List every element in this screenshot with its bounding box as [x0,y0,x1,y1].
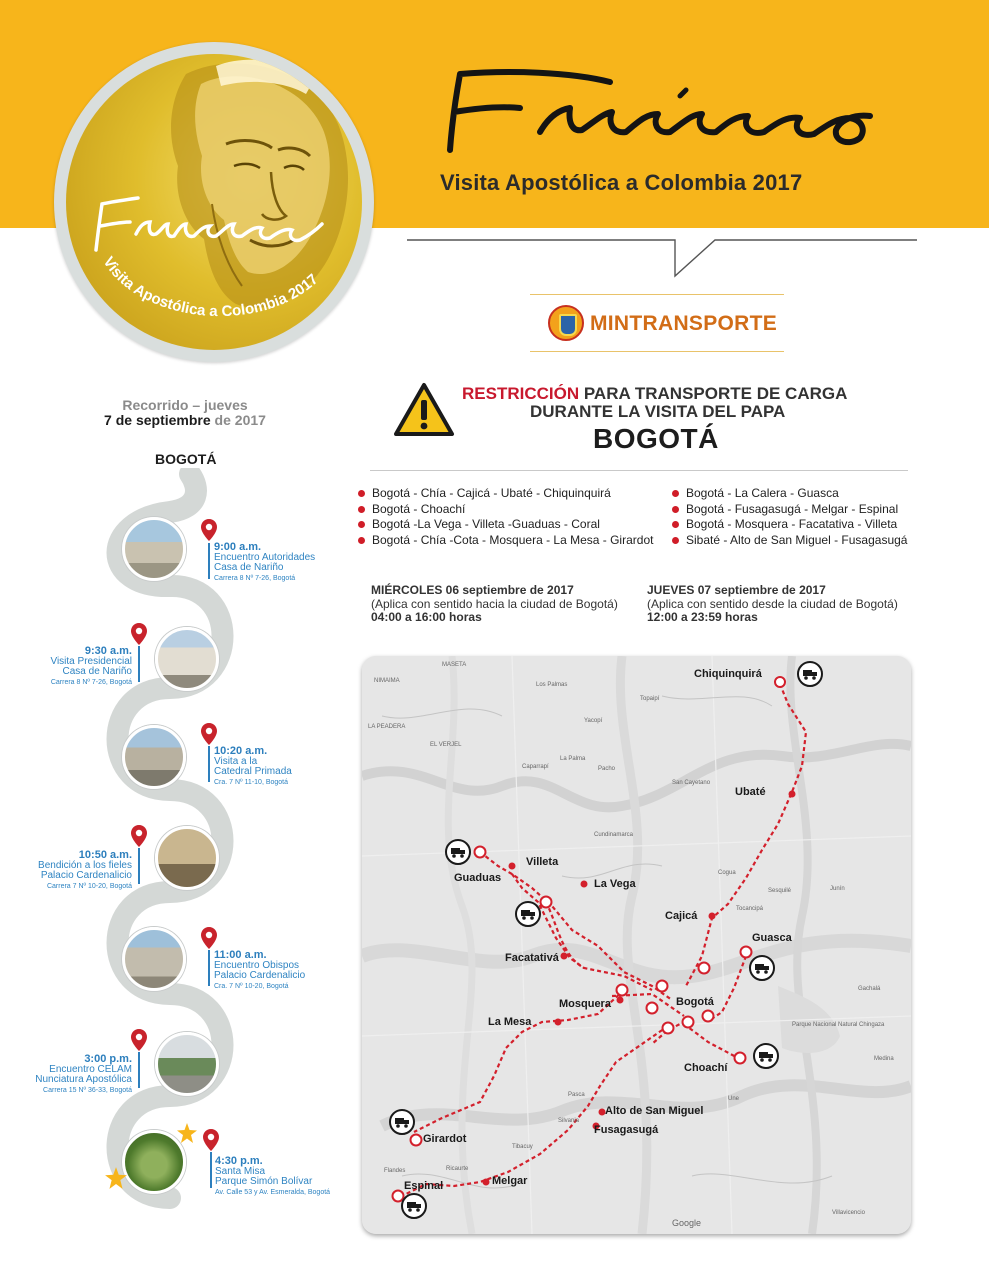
map-label-chiquinquira: Chiquinquirá [694,668,762,680]
event-line [138,848,140,884]
coat-of-arms-icon [548,305,584,341]
event-address: Cra. 7 Nº 10-20, Bogotá [214,982,289,990]
map-small-label: EL VERJEL [430,742,462,748]
schedule-note: (Aplica con sentido desde la ciudad de Bogotá) [647,596,898,611]
svg-text:Visita Apostólica a Colombia 2 [99,254,321,320]
event-line [138,1052,140,1088]
brand-subtitle: Visita Apostólica a Colombia 2017 [440,170,803,195]
event-2 [20,646,132,687]
schedule-day: MIÉRCOLES 06 septiembre de 2017 [371,583,574,597]
divider [370,470,908,471]
map-small-label: Une [728,1096,740,1102]
map-small-label: Los Palmas [536,682,568,688]
location-pin-icon [202,1128,220,1152]
map-small-label: Topaipí [640,696,660,702]
event-line-1: Visita a la [214,755,258,767]
map-small-label: Parque Nacional Natural Chingaza [792,1022,885,1028]
brand-script-title [430,60,900,160]
event-photo-obispos [122,927,186,991]
event-line-1: Bendición a los fieles [38,859,132,871]
map-label-bogota: Bogotá [676,996,714,1008]
event-line-1: Santa Misa [215,1165,266,1177]
route-item: Bogotá - Choachí [356,502,653,518]
event-time: 9:30 a.m. [84,645,132,657]
map-label-fusagasuga: Fusagasugá [594,1124,659,1136]
tour-city: BOGOTÁ [155,451,217,467]
event-photo-cathedral [122,725,186,789]
restriction-line-1 [462,384,902,404]
schedule-note: (Aplica con sentido hacia la ciudad de Bogotá) [371,596,618,611]
location-pin-icon [200,926,218,950]
location-pin-icon [200,722,218,746]
location-pin-icon [200,518,218,542]
route-item: Sibaté - Alto de San Miguel - Fusagasugá [670,533,907,549]
event-line-1: Encuentro Autoridades [214,551,316,563]
map-label-lamesa: La Mesa [488,1016,532,1028]
event-line [210,1152,212,1188]
event-line-2: Parque Simón Bolívar [215,1176,313,1187]
seal-text: Visita Apostólica a Colombia 2017 [99,253,322,321]
star-icon [176,1122,198,1144]
event-1 [214,542,315,583]
event-photo-casa-narino [122,517,186,581]
map-label-cajica: Cajicá [665,910,698,922]
map-small-label: San Cayetano [672,780,711,786]
map-label-alto-san-miguel: Alto de San Miguel [605,1105,704,1117]
route-list-right [670,486,907,548]
event-address: Av. Calle 53 y Av. Esmeralda, Bogotá [215,1188,331,1196]
event-time: 9:00 a.m. [214,541,262,553]
tour-date-c: 2017 [234,412,266,428]
map-label-lavega: La Vega [594,878,636,890]
event-line-1: Encuentro Obispos [214,959,300,971]
schedule-hours: 12:00 a 23:59 horas [647,610,758,624]
location-pin-icon [130,622,148,646]
event-4 [20,850,132,891]
map-small-label: Tocancipá [736,906,764,912]
event-line [208,543,210,579]
event-address: Carrera 8 Nº 7-26, Bogotá [214,574,296,582]
star-icon [104,1166,128,1190]
route-item: Bogotá - Mosquera - Facatativa - Villeta [670,517,907,533]
map-small-label: Junín [830,886,845,892]
map-small-label: Cogua [718,870,736,876]
route-map [362,656,911,1234]
map-small-label: La Palma [560,756,586,762]
event-7 [215,1156,330,1197]
route-item: Bogotá -La Vega - Villeta -Guaduas - Coral [356,517,653,533]
restriction-word: RESTRICCIÓN [462,384,580,403]
map-label-mosquera: Mosquera [559,998,611,1010]
location-pin-icon [130,824,148,848]
route-item: Bogotá - Fusagasugá - Melgar - Espinal [670,502,907,518]
event-line [208,746,210,782]
event-line [138,646,140,682]
event-6 [20,1054,132,1095]
event-time: 4:30 p.m. [215,1155,263,1167]
tour-header [80,398,290,428]
map-label-espinal: Espinal [404,1180,444,1192]
event-3 [214,746,292,787]
restriction-city: BOGOTÁ [593,423,719,454]
seal-arc-text-graphic [66,54,362,350]
map-small-label: MASETA [442,662,467,668]
map-small-label: Cundinamarca [594,832,634,838]
event-line-2: Catedral Primada [214,766,292,777]
event-address: Carrera 7 Nº 10-20, Bogotá [46,882,132,890]
map-small-label: Google [672,1218,702,1228]
route-item: Bogotá - Chía -Cota - Mosquera - La Mesa - Girardot [356,533,653,549]
event-line-2: Palacio Cardenalicio [214,970,306,981]
event-line-2: Palacio Cardenalicio [40,870,132,881]
map-label-facatativa: Facatativá [505,952,559,964]
map-label-guaduas: Guaduas [454,872,502,884]
event-5 [214,950,305,991]
logo-text: MINTRANSPORTE [590,312,778,335]
pope-seal [54,42,374,362]
event-line-2: Casa de Nariño [62,666,132,677]
location-pin-icon [130,1028,148,1052]
schedule-wednesday [371,584,618,625]
event-line-1: Encuentro CELAM [49,1063,132,1075]
map-small-label: Sesquilé [768,888,792,894]
map-small-label: LA PEADERA [368,724,406,730]
event-photo-celam [155,1032,219,1096]
map-small-label: Silvania [558,1118,580,1124]
map-small-label: Pacho [598,766,616,772]
map-small-label: Medina [874,1056,894,1062]
map-label-girardot: Girardot [423,1133,467,1145]
map-small-label: NIMAIMA [374,678,400,684]
map-small-label: Yacopí [584,718,603,724]
event-line-2: Nunciatura Apostólica [35,1074,132,1085]
event-time: 3:00 p.m. [84,1053,132,1065]
map-small-label: Gachalá [858,986,881,992]
mintransporte-logo [530,294,784,352]
event-photo-cardenalicio [155,826,219,890]
tour-head-a: Recorrido [122,397,189,413]
route-list-left [356,486,653,548]
warning-icon [393,382,455,438]
map-label-guasca: Guasca [752,932,792,944]
event-time: 11:00 a.m. [214,949,267,961]
event-address: Carrera 15 Nº 36-33, Bogotá [43,1086,132,1094]
schedule-thursday [647,584,898,625]
route-item: Bogotá - Chía - Cajicá - Ubaté - Chiquinquirá [356,486,653,502]
event-photo-presidential [155,627,219,691]
event-time: 10:50 a.m. [78,849,132,861]
event-line [208,950,210,986]
map-label-melgar: Melgar [492,1175,528,1187]
event-address: Cra. 7 Nº 11-10, Bogotá [214,778,289,786]
map-label-ubate: Ubaté [735,786,766,798]
callout-line [407,236,917,282]
restriction-line-2: DURANTE LA VISITA DEL PAPA [530,402,786,421]
map-small-label: Pasca [568,1092,585,1098]
map-label-villeta: Villeta [526,856,559,868]
restriction-line-1-rest: PARA TRANSPORTE DE CARGA [583,384,848,403]
event-line-1: Visita Presidencial [50,655,132,667]
tour-date-a: 7 de septiembre [104,412,211,428]
map-small-label: Caparrapí [522,764,549,770]
event-time: 10:20 a.m. [214,745,268,757]
tour-head-b: – jueves [192,397,248,413]
map-small-label: Ricaurte [446,1166,469,1172]
map-small-label: Tibacuy [512,1144,533,1150]
pope-portrait [66,54,362,350]
schedule-day: JUEVES 07 septiembre de 2017 [647,583,826,597]
schedule-hours: 04:00 a 16:00 horas [371,610,482,624]
map-small-label: Villavicencio [832,1210,865,1216]
map-small-label: Flandes [384,1168,406,1174]
event-line-2: Casa de Nariño [214,562,284,573]
route-item: Bogotá - La Calera - Guasca [670,486,907,502]
event-address: Carrera 8 Nº 7-26, Bogotá [50,678,132,686]
map-label-choachi: Choachí [684,1062,728,1074]
tour-date-b: de [214,412,231,428]
